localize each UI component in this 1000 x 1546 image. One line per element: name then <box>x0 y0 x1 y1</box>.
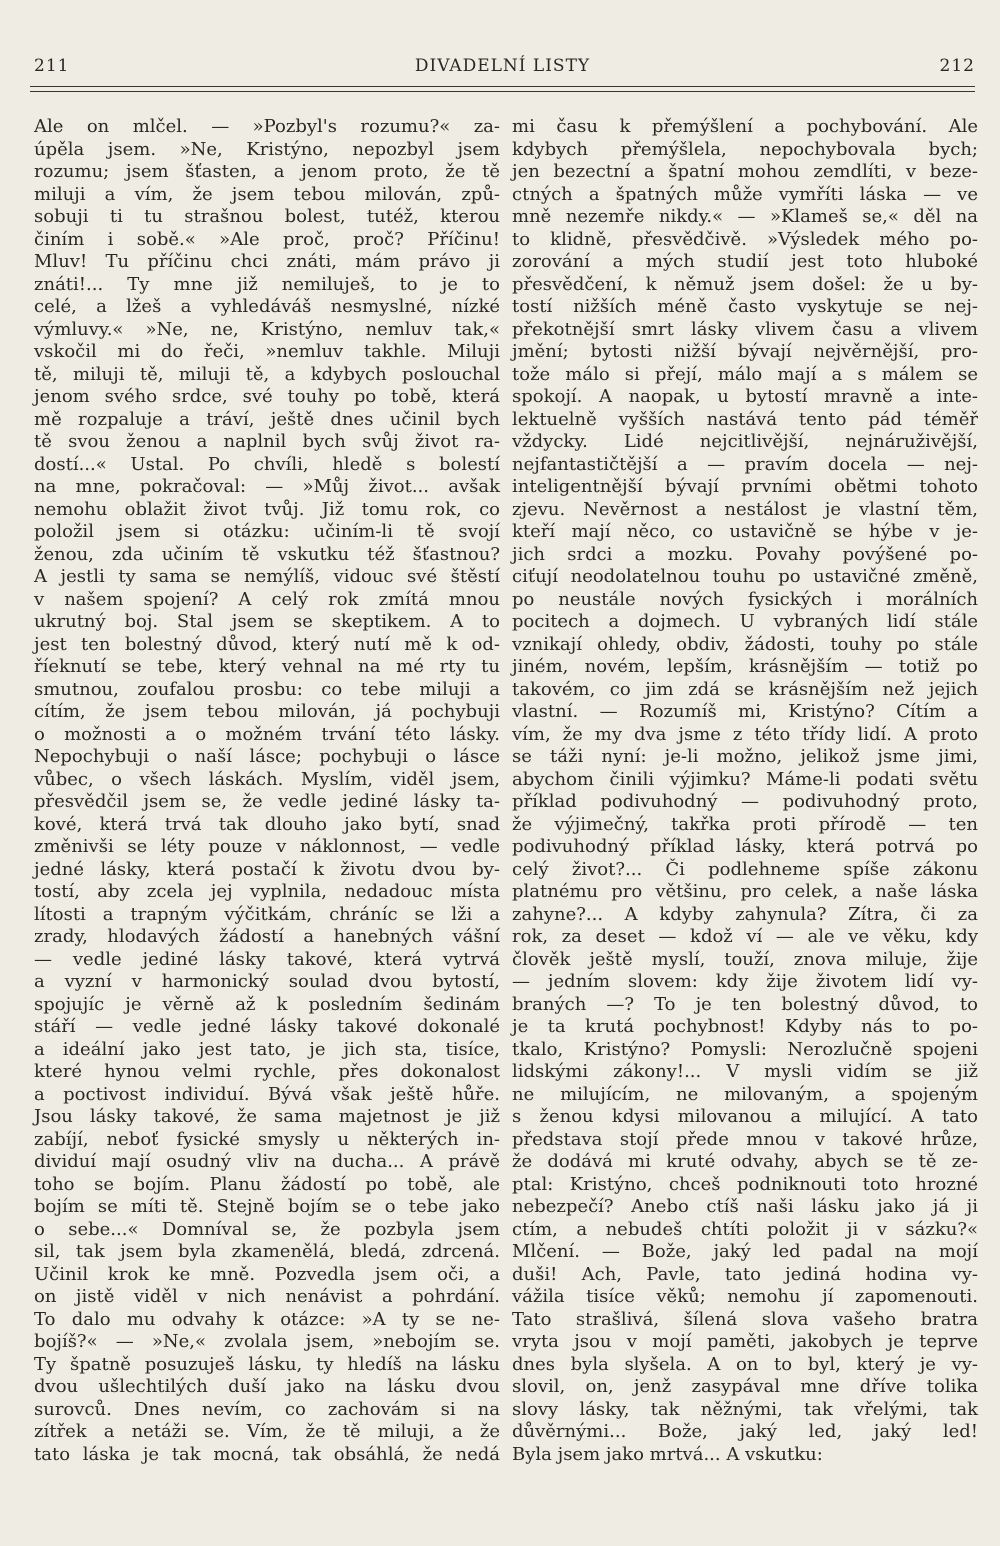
text-line: ukrutný boj. Stal jsem se skeptikem. A to <box>34 611 500 632</box>
text-line: a ideální jako jest tato, je jich sta, tisíce, <box>34 1038 500 1060</box>
text-line: bojím se míti tě. Stejně bojím se o tebe jako <box>34 1196 500 1217</box>
text-line: mně nezemře nikdy.« — »Klameš se,« děl na <box>512 206 978 227</box>
text-line: — vedle jediné lásky takové, která vytrvá <box>34 948 500 970</box>
text-line: Ty špatně posuzuješ lásku, ty hledíš na lásku <box>34 1353 500 1375</box>
text-line: po neustále nových fysických i morálních <box>512 588 978 610</box>
text-line: se táži nyní: je-li možno, jelikož jsme jimi, <box>512 746 978 767</box>
header-rule-thin <box>30 91 975 92</box>
text-line: kdybych přemýšlela, nepochybovala bych; <box>512 138 978 160</box>
text-line: sil, tak jsem byla zkamenělá, bledá, zdrcená. <box>34 1241 500 1262</box>
text-line: spokojí. A naopak, u bytostí mravně a inte- <box>512 386 978 407</box>
text-line: rok, za deset — kdož ví — ale ve věku, kdy <box>512 926 978 947</box>
text-line: úpěla jsem. »Ne, Kristýno, nepozbyl jsem <box>34 138 500 160</box>
text-line: tě, miluji tě, miluji tě, a kdybych poslouchal <box>34 363 500 385</box>
text-line: smutnou, zoufalou prosbu: co tebe miluji a <box>34 678 500 700</box>
text-line: Byla jsem jako mrtvá... A vskutku: <box>512 1443 823 1465</box>
text-line: abychom činili výjimku? Máme-li podati světu <box>512 768 978 790</box>
text-line: ctných a špatných může vymříti láska — ve <box>512 183 978 205</box>
text-line: přesvědčil jsem se, že vedle jediné lásky ta- <box>34 791 500 812</box>
text-line: jest ten bolestný důvod, který nutí mě k od- <box>34 633 500 655</box>
text-line: lítosti a trapným výčitkám, chráníc se lži a <box>34 903 500 925</box>
text-line: důvěrnými... Bože, jaký led, jaký led! <box>512 1421 978 1442</box>
left-text-column <box>34 116 500 1466</box>
text-line: slovy lásky, tak něžnými, tak vřelými, tak <box>512 1398 978 1420</box>
text-line: platnému pro většinu, pro celek, a naše láska <box>512 881 978 902</box>
text-line: lektuelně vyšších nastává tento pád téměř <box>512 408 978 430</box>
text-line: To dalo mu odvahy k otázce: »A ty se ne- <box>34 1308 500 1330</box>
text-line: dnes byla slyšela. A on to byl, který je vy- <box>512 1353 978 1375</box>
text-line: jenom svého srdce, své touhy po tobě, která <box>34 386 500 407</box>
text-line: jmění; bytosti nižší bývají nejvěrnější, pro- <box>512 341 978 362</box>
text-line: podivuhodný příklad lásky, která potrvá po <box>512 836 978 857</box>
text-line: takovém, co jim zdá se krásnějším než jejich <box>512 678 978 700</box>
text-line: celé, a lžeš a vyhledáváš nesmyslné, nízké <box>34 296 500 317</box>
text-line: jen bezectní a špatní mohou zemdlíti, v beze- <box>512 161 978 182</box>
text-line: zítřek a netáži se. Vím, že tě miluji, a že <box>34 1421 500 1442</box>
text-line: dividuí mají osudný vliv na ducha... A právě <box>34 1151 500 1172</box>
text-line: tostí, aby zcela jej vyplnila, nedadouc místa <box>34 881 500 902</box>
text-line: nemohu oblažit život tvůj. Již tomu rok, co <box>34 498 500 520</box>
text-line: Nepochybuji o naší lásce; pochybuji o lásce <box>34 746 500 767</box>
text-line: člověk ještě myslí, touží, znova miluje, žije <box>512 948 978 970</box>
text-line: stáří — vedle jedné lásky takové dokonalé <box>34 1016 500 1037</box>
text-line: a vyzní v harmonický soulad dvou bytostí, <box>34 971 500 992</box>
text-line: inteligentnější bývají prvními obětmi tohoto <box>512 476 978 497</box>
text-line: zahyne?... A kdyby zahynula? Zítra, či za <box>512 903 978 925</box>
text-line: celý život?... Či podlehneme spíše zákonu <box>512 858 978 880</box>
text-line: ne milujícím, ne milovaným, a spojeným <box>512 1083 978 1105</box>
text-line: o sebe...« Domníval se, že pozbyla jsem <box>34 1218 500 1240</box>
text-line: spojujíc je věrně až k posledním šedinám <box>34 993 500 1015</box>
text-line: Mluv! Tu příčinu chci znáti, mám právo ji <box>34 251 500 272</box>
text-line: toho se bojím. Planu žádostí po tobě, ale <box>34 1173 500 1195</box>
page-number-right: 212 <box>939 56 975 76</box>
text-line: výmluvy.« »Ne, ne, Kristýno, nemluv tak,« <box>34 318 500 340</box>
text-line: položil jsem si otázku: učiním-li tě svojí <box>34 521 500 542</box>
text-line: s ženou kdysi milovanou a milující. A tato <box>512 1106 978 1127</box>
text-line: a poctivost individuí. Bývá však ještě hůře. <box>34 1083 500 1105</box>
text-line: ptal: Kristýno, chceš podniknouti toto hrozné <box>512 1173 978 1195</box>
text-line: mi času k přemýšlení a pochybování. Ale <box>512 116 978 137</box>
text-line: říeknutí se tebe, který vehnal na mé rty tu <box>34 656 500 677</box>
text-line: tože málo si přejí, málo mají a s málem se <box>512 363 978 385</box>
text-line: vůbec, o všech láskách. Myslím, viděl jsem, <box>34 768 500 790</box>
text-line: slovil, on, jenž zasypával mne dříve tolika <box>512 1376 978 1397</box>
text-line: přesvědčení, k němuž jsem došel: že u by- <box>512 273 978 295</box>
text-line: představa stojí přede mnou v takové hrůze, <box>512 1128 978 1150</box>
text-line: že výjimečný, takřka proti přírodě — ten <box>512 813 978 835</box>
text-line: ciťují neodolatelnou touhu po ustavičné změně, <box>512 566 978 587</box>
running-header <box>30 56 975 84</box>
text-line: sobuji ti tu strašnou bolest, tutéž, kterou <box>34 206 500 227</box>
text-line: dostí...« Ustal. Po chvíli, hledě s bolestí <box>34 453 500 475</box>
text-line: které hynou velmi rychle, přes dokonalost <box>34 1061 500 1082</box>
text-line: zorování a mých studií jest toto hluboké <box>512 251 978 272</box>
text-line: to klidně, přesvědčivě. »Výsledek mého po- <box>512 228 978 250</box>
text-line: vždycky. Lidé nejcitlivější, nejnáruživější, <box>512 431 978 452</box>
text-line: že dodává mi kruté odvahy, abych se tě ze- <box>512 1151 978 1172</box>
text-line: o možnosti a o možném trvání této lásky. <box>34 723 500 745</box>
text-line: A jestli ty sama se nemýlíš, vidouc své štěstí <box>34 566 500 587</box>
text-line: lidskými zákony!... V mysli vidím se již <box>512 1061 978 1082</box>
text-line: příklad podivuhodný — podivuhodný proto, <box>512 791 978 812</box>
text-line: je ta krutá pochybnost! Kdyby nás to po- <box>512 1016 978 1037</box>
text-line: zjevu. Nevěrnost a nestálost je vlastní těm, <box>512 498 978 520</box>
text-line: rozumu; jsem šťasten, a jenom proto, že tě <box>34 161 500 182</box>
text-line: tkalo, Kristýno? Pomysli: Nerozlučně spojeni <box>512 1038 978 1060</box>
text-line: překotnější smrt lásky vlivem času a vlivem <box>512 318 978 340</box>
text-line: vskočil mi do řeči, »nemluv takhle. Miluji <box>34 341 500 362</box>
text-line: Učinil krok ke mně. Pozvedla jsem oči, a <box>34 1263 500 1285</box>
text-line: pocitech a dojmech. U vybraných lidí stále <box>512 611 978 632</box>
text-line: Jsou lásky takové, že sama majetnost je již <box>34 1106 500 1127</box>
text-line: kové, která trvá tak dlouho jako bytí, snad <box>34 813 500 835</box>
text-line: cítím, že jsem tebou milován, já pochybuji <box>34 701 500 722</box>
text-line: braných —? To je ten bolestný důvod, to <box>512 993 978 1015</box>
text-line: vznikají ohledy, obdiv, žádosti, touhy po stále <box>512 633 978 655</box>
text-line: tě svou ženou a naplnil bych svůj život ra- <box>34 431 500 452</box>
page-number-left: 211 <box>34 56 70 76</box>
text-line: jich srdci a mozku. Povahy povýšené po- <box>512 543 978 565</box>
right-text-column <box>512 116 978 1466</box>
text-line: dvou ušlechtilých duší jako na lásku dvou <box>34 1376 500 1397</box>
text-line: nejfantastičtější a — pravím docela — nej- <box>512 453 978 475</box>
text-line: vážila tisíce věků; nemohu jí zapomenouti. <box>512 1286 978 1307</box>
text-line: znáti!... Ty mne již nemiluješ, to je to <box>34 273 500 295</box>
text-line: jiném, novém, lepším, krásnějším — totiž po <box>512 656 978 677</box>
text-line: Tato strašlivá, šílená slova vašeho bratra <box>512 1308 978 1330</box>
text-line: Mlčení. — Bože, jaký led padal na mojí <box>512 1241 978 1262</box>
text-line: Ale on mlčel. — »Pozbyl's rozumu?« za- <box>34 116 500 137</box>
text-line: změnivši se léty pouze v náklonnost, — vedle <box>34 836 500 857</box>
text-line: ženou, zda učiním tě vskutku též šťastnou? <box>34 543 500 565</box>
text-line: v našem spojení? A celý rok zmítá mnou <box>34 588 500 610</box>
header-rule-thick <box>30 86 975 87</box>
text-line: nebezpečí? Anebo ctíš naši lásku jako já ji <box>512 1196 978 1217</box>
text-line: na mne, pokračoval: — »Můj život... avšak <box>34 476 500 497</box>
text-line: vlastní. — Rozumíš mi, Kristýno? Cítím a <box>512 701 978 722</box>
journal-title: DIVADELNÍ LISTY <box>414 56 591 76</box>
text-line: ctím, a nebudeš chtíti položit ji v sázku?« <box>512 1218 978 1240</box>
text-line: surovců. Dnes nevím, co zachovám si na <box>34 1398 500 1420</box>
text-line: — jedním slovem: kdy žije životem lidí vy- <box>512 971 978 992</box>
text-line: bojíš?« — »Ne,« zvolala jsem, »nebojím se. <box>34 1331 500 1352</box>
text-line: činím i sobě.« »Ale proč, proč? Příčinu! <box>34 228 500 250</box>
text-line: zabíjí, neboť fysické smysly u některých in- <box>34 1128 500 1150</box>
text-line: vryta jsou v mojí paměti, jakobych je teprve <box>512 1331 978 1352</box>
text-line: tato láska je tak mocná, tak obsáhlá, že nedá <box>34 1443 500 1465</box>
text-line: zrady, hlodavých žádostí a hanebných vášní <box>34 926 500 947</box>
text-line: vím, že my dva jsme z této třídy lidí. A proto <box>512 723 978 745</box>
text-line: mě rozpaluje a tráví, ještě dnes učinil bych <box>34 408 500 430</box>
text-line: duši! Ach, Pavle, tato jediná hodina vy- <box>512 1263 978 1285</box>
text-line: jedné lásky, která postačí k životu dvou by- <box>34 858 500 880</box>
text-line: miluji a vím, že jsem tebou milován, způ- <box>34 183 500 205</box>
text-line: kteří mají něco, co ustavičně se hýbe v je- <box>512 521 978 542</box>
text-line: tostí nižších méně často vyskytuje se nej- <box>512 296 978 317</box>
text-line: on jistě viděl v nich nenávist a pohrdání. <box>34 1286 500 1307</box>
